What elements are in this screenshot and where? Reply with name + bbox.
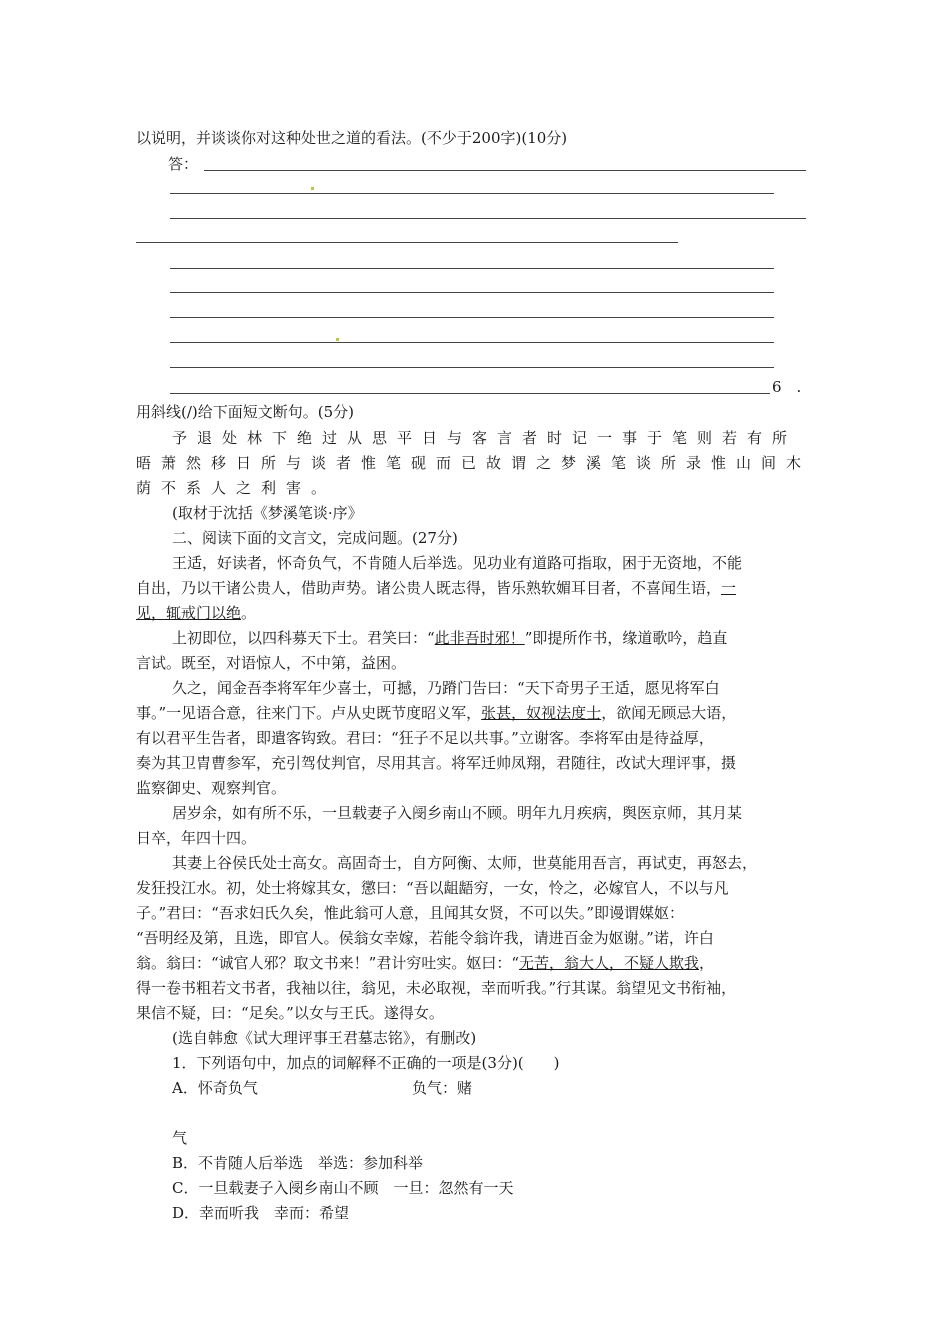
- passage-line: 子。”君曰：“吾求妇氏久矣，惟此翁可人意，且闻其女贤，不可以失。”即谩谓媒妪：: [136, 904, 685, 922]
- passage-text: 上初即位，以四科募天下士。君笑曰：“: [172, 629, 435, 647]
- option-c: C．一旦载妻子入阌乡南山不顾 一旦：忽然有一天: [172, 1179, 514, 1197]
- answer-line: [170, 342, 774, 343]
- passage-line: 果信不疑，曰：“足矣。”以女与王氏。遂得女。: [136, 1004, 444, 1022]
- underlined-sentence: 见，辄戒门以绝: [136, 604, 242, 622]
- option-a-gloss: 负气：赌: [412, 1079, 473, 1097]
- answer-line: [170, 292, 774, 293]
- punctuation-exercise-line: 予退处林下绝过从思平日与客言者时记一事于笔则若有所: [172, 429, 798, 447]
- passage-line: 监察御史、观察判官。: [136, 779, 287, 797]
- passage-line: 得一卷书粗若文书者，我袖以往，翁见，未必取视，幸而听我。”行其谋。翁望见文书衔袖，: [136, 979, 737, 997]
- option-a: A．怀奇负气: [172, 1079, 258, 1097]
- passage-line: 日卒，年四十四。: [136, 829, 257, 847]
- question-6-source: (取材于沈括《梦溪笔谈·序》: [172, 504, 363, 522]
- passage-line: “吾明经及第，且选，即官人。侯翁女幸嫁，若能令翁许我，请进百金为妪谢。”诺，许白: [136, 929, 714, 947]
- passage-line: [136, 578, 736, 598]
- section-2-title: 二、阅读下面的文言文，完成问题。(27分): [172, 529, 458, 547]
- passage-text: 自出，乃以干诸公贵人，借助声势。诸公贵人既志得，皆乐熟软媚耳目者，不喜闻生语，: [136, 579, 722, 597]
- passage-text: 翁。翁曰：“诚官人邪？取文书来！”君计穷吐实。妪曰：“: [136, 954, 520, 972]
- passage-text: 事。”一见语合意，往来门下。卢从史既节度昭义军，: [136, 704, 482, 722]
- passage-line: [136, 703, 736, 723]
- option-d: D．幸而听我 幸而：希望: [172, 1204, 350, 1222]
- answer-line: [170, 268, 774, 269]
- prompt-tail: 以说明，并谈谈你对这种处世之道的看法。(不少于200字)(10分): [136, 129, 568, 147]
- passage-line: 奏为其卫胄曹参军，充引驾仗判官，尽用其言。将军迁帅凤翔，君随往，改试大理评事，摄: [136, 754, 737, 772]
- answer-label: 答：: [168, 155, 199, 173]
- punctuation-exercise-line: 晤萧然移日所与谈者惟笔砚而已故谓之梦溪笔谈所录惟山间木: [136, 454, 812, 472]
- passage-line: 其妻上谷侯氏处士高女。高固奇士，自方阿衡、太师，世莫能用吾言，再试吏，再怒去，: [172, 854, 758, 872]
- answer-line: [170, 393, 770, 394]
- passage-text: ，: [699, 954, 715, 972]
- question-1-stem: 1．下列语句中，加点的词解释不正确的一项是(3分)( ): [172, 1054, 560, 1072]
- underlined-sentence: 张甚，奴视法度士: [481, 704, 602, 722]
- answer-line: [204, 170, 806, 171]
- option-a-wrap: 气: [172, 1129, 188, 1147]
- passage-line: 居岁余，如有所不乐，一旦载妻子入阌乡南山不顾。明年九月疾病，舆医京师，其月某: [172, 804, 743, 822]
- underlined-sentence: 无苦，翁大人，不疑人欺我: [519, 954, 700, 972]
- underlined-sentence: 一: [721, 579, 737, 597]
- passage-text: ”即提所作书，缘道歌吟，趋直: [524, 629, 728, 647]
- answer-line: [170, 193, 774, 194]
- option-b: B．不肯随人后举选 举选：参加科举: [172, 1154, 424, 1172]
- passage-line: 久之，闻金吾李将军年少喜士，可撼，乃蹐门告曰：“天下奇男子王适，愿见将军白: [172, 679, 720, 697]
- passage-line: 王适，好读者，怀奇负气，不肯随人后举选。见功业有道路可指取，困于无资地，不能: [172, 554, 743, 572]
- answer-line: [170, 218, 806, 219]
- underlined-sentence: 此非吾时邪！: [434, 629, 525, 647]
- passage-line: [136, 603, 256, 623]
- passage-text: ，欲闻无顾忌大语，: [601, 704, 737, 722]
- passage-text: 。: [241, 604, 257, 622]
- passage-line: [136, 953, 714, 973]
- answer-line: [136, 242, 678, 243]
- question-6-number: 6 .: [772, 378, 802, 396]
- answer-line: [170, 317, 774, 318]
- punctuation-exercise-line: 荫不系人之利害。: [136, 479, 337, 497]
- passage-source: (选自韩愈《试大理评事王君墓志铭》，有删改): [172, 1029, 477, 1047]
- scan-speck: [336, 338, 339, 341]
- passage-line: 言试。既至，对语惊人，不中第，益困。: [136, 654, 407, 672]
- passage-line: [172, 628, 727, 648]
- passage-line: 有以君平生告者，即遣客钩致。君曰：“狂子不足以共事。”立谢客。李将军由是待益厚，: [136, 729, 714, 747]
- passage-line: 发狂投江水。初，处士将嫁其女，懲曰：“吾以龃龉穷，一女，怜之，必嫁官人，不以与凡: [136, 879, 729, 897]
- scan-speck: [311, 187, 314, 190]
- answer-line: [170, 367, 774, 368]
- question-6-instruction: 用斜线(/)给下面短文断句。(5分): [136, 403, 355, 421]
